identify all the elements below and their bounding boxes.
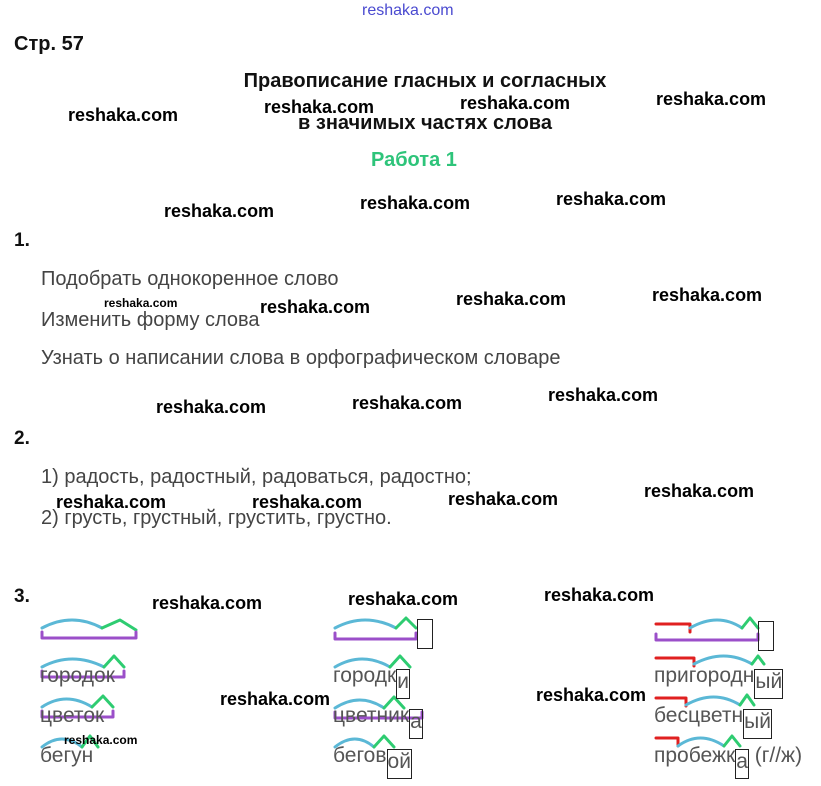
col2-word-2: цветника [333,704,423,739]
page-title-line2: в значимых частях слова [298,112,552,134]
section-1-line-1: Подобрать однокоренное слово [41,268,339,290]
watermark: reshaka.com [68,105,179,125]
watermark: reshaka.com [220,689,331,709]
col1-word-3: бегун [40,744,94,767]
watermark: reshaka.com [352,393,463,413]
watermark: reshaka.com [164,201,275,221]
ending-box: ый [754,669,783,699]
work-subtitle: Работа 1 [371,149,457,171]
section-3-number: 3. [14,586,30,607]
watermark: reshaka.com [556,189,667,209]
col2-word-1: городки [333,664,410,699]
watermark: reshaka.com [104,296,178,310]
page-number: Стр. 57 [14,33,84,55]
watermark: reshaka.com [264,97,375,117]
ending-box: ый [743,709,772,739]
ending-box: а [735,749,749,779]
section-2-line-1: 1) радость, радостный, радоваться, радостно; [41,466,472,488]
watermark-top: reshaka.com [362,2,454,19]
watermark: reshaka.com [156,397,267,417]
watermark: reshaka.com [448,489,559,509]
col3-word-3-note: (г//ж) [748,744,803,767]
col1-word-1: городок [40,664,115,687]
section-1-line-3: Узнать о написании слова в орфографическом словаре [41,347,561,369]
watermark: reshaka.com [152,593,263,613]
watermark: reshaka.com [536,685,647,705]
watermark: reshaka.com [64,733,138,747]
col1-word-2: цветок [40,704,105,727]
col3-word-2: бесцветный [654,704,772,739]
col2-word-3: беговой [333,744,412,779]
watermark: reshaka.com [260,297,371,317]
section-2-number: 2. [14,428,30,449]
col3-ending-box [758,621,774,651]
col2-ending-box [417,619,433,649]
watermark: reshaka.com [548,385,659,405]
watermark: reshaka.com [56,492,167,512]
watermark: reshaka.com [544,585,655,605]
watermark: reshaka.com [456,289,567,309]
watermark: reshaka.com [252,492,363,512]
ending-box: а [409,709,423,739]
watermark: reshaka.com [652,285,763,305]
section-2-line-2: 2) грусть, грустный, грустить, грустно. [41,507,392,529]
ending-box: и [396,669,410,699]
col3-word-1: пригородный [654,664,783,699]
watermark: reshaka.com [460,93,571,113]
watermark: reshaka.com [644,481,755,501]
watermark: reshaka.com [656,89,767,109]
section-1-number: 1. [14,230,30,251]
page-title: Правописание гласных и согласных [243,70,607,92]
ending-box: ой [387,749,412,779]
watermark: reshaka.com [360,193,471,213]
col3-word-3: пробежка (г//ж) [654,744,802,779]
watermark: reshaka.com [348,589,459,609]
section-1-line-2: Изменить форму слова [41,309,260,331]
